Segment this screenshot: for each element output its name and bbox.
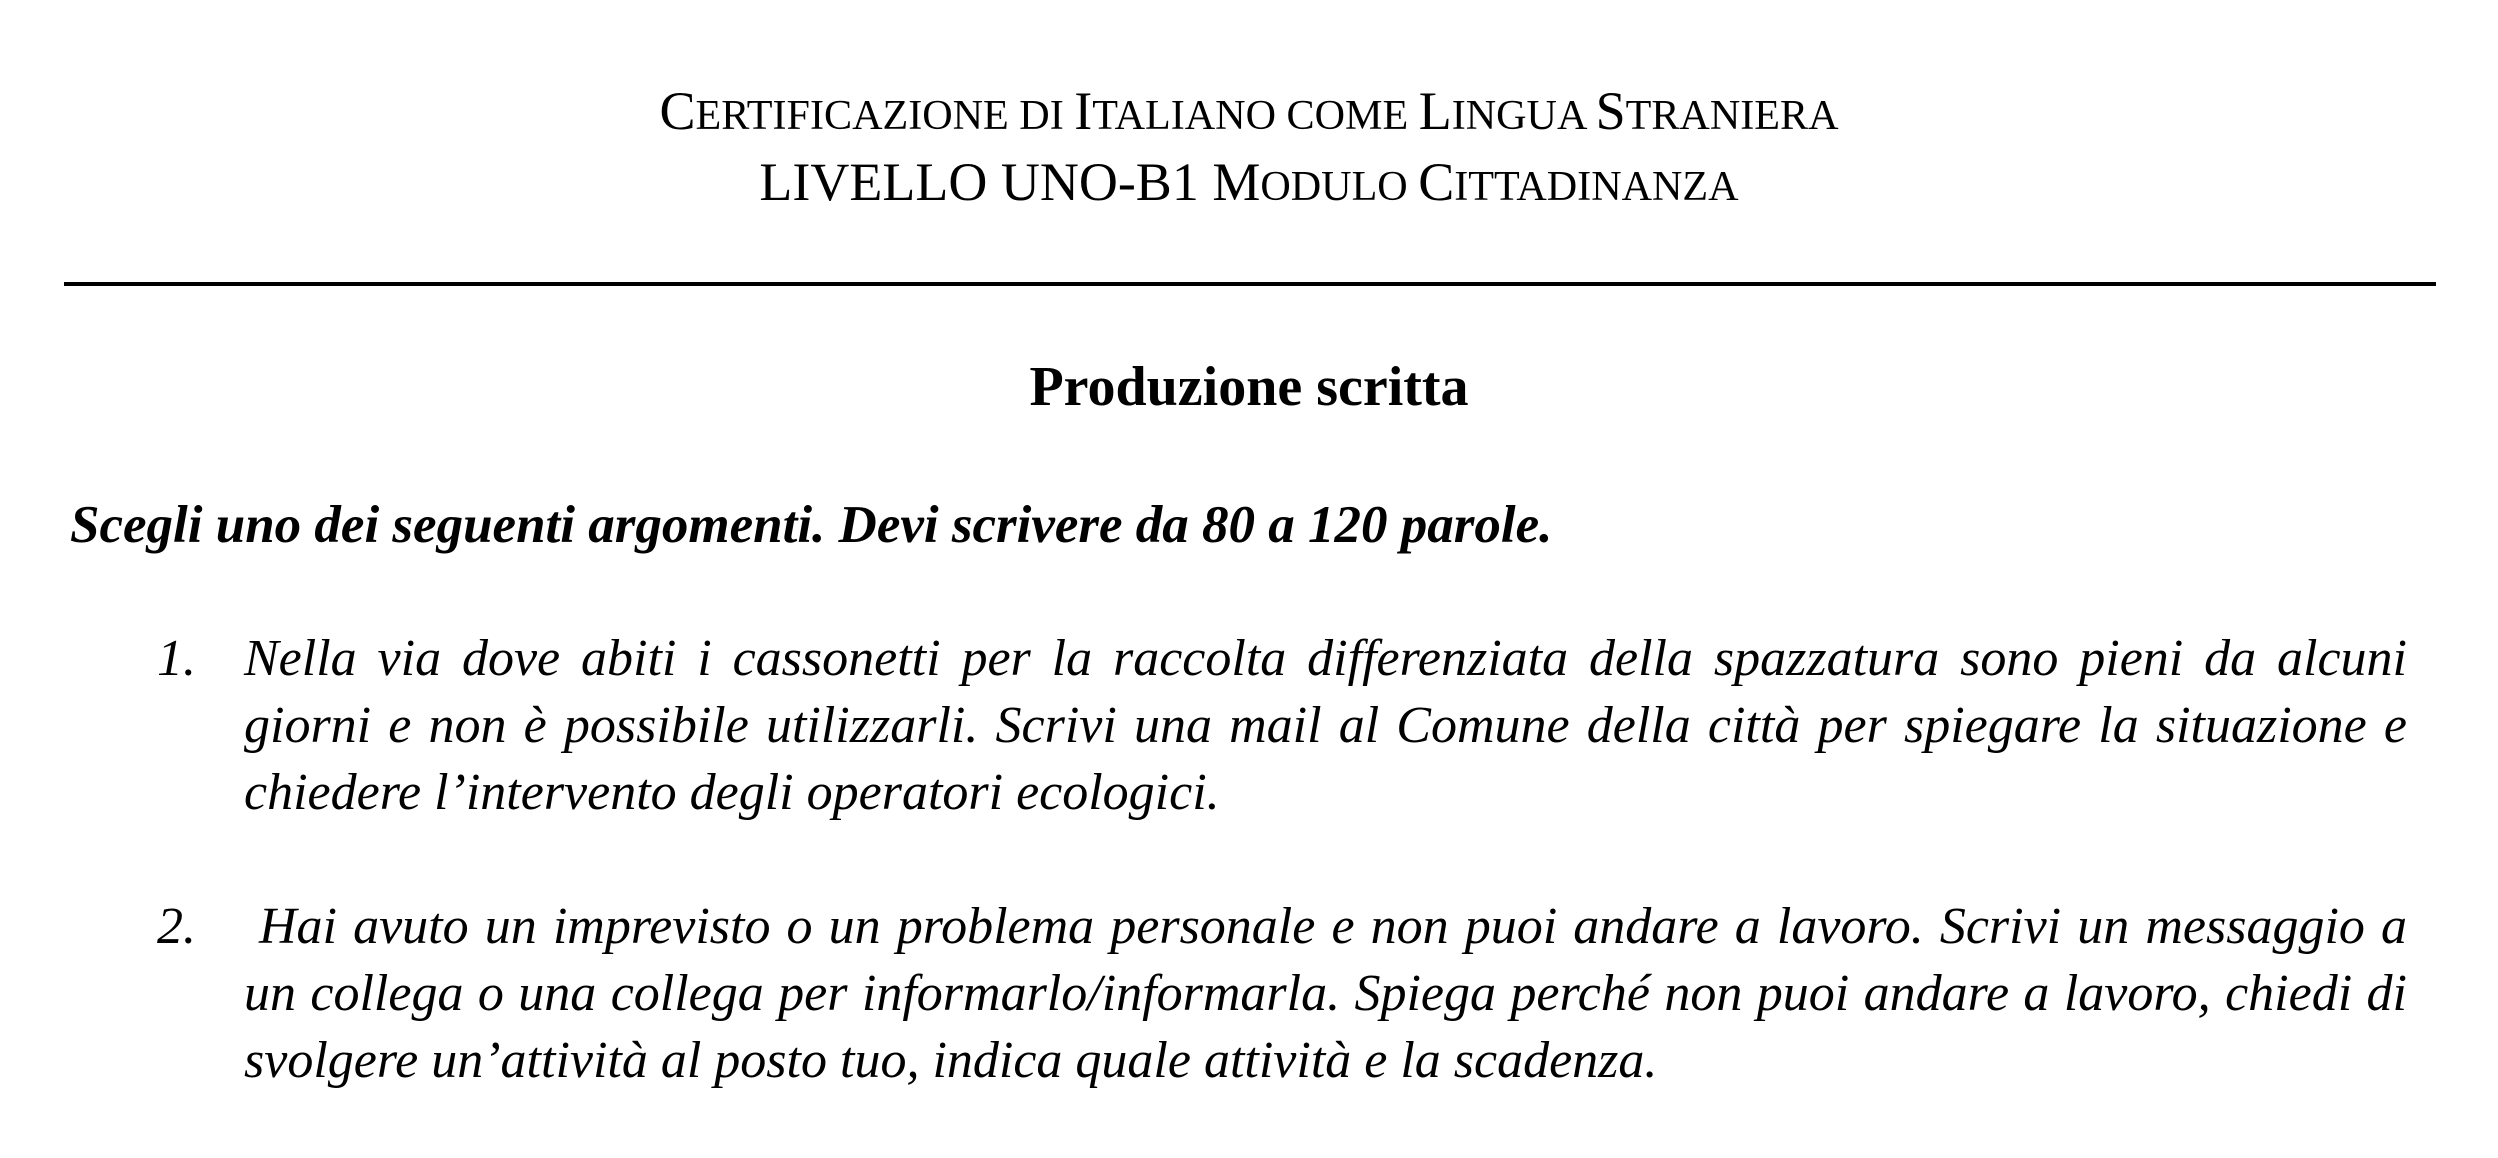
task-number: 1. bbox=[157, 630, 196, 687]
task-item bbox=[157, 893, 2407, 1094]
task-text: Hai avuto un imprevisto o un problema personale e non puoi andare a lavoro. Scrivi un messaggio a un collega o una collega per informarlo/informarla. Spiega perché non puoi andare a lavoro, chiedi di svolgere un’attività al posto tuo, indica quale attività e la scadenza. bbox=[244, 898, 2407, 1089]
task-text: Nella via dove abiti i cassonetti per la raccolta differenziata della spazzatura sono pieni da alcuni giorni e non è possibile utilizzarli. Scrivi una mail al Comune della città per spiegare la situazione e chiedere l’intervento degli operatori ecologici. bbox=[244, 630, 2407, 821]
header-module-text: MODULO CITTADINANZA bbox=[1212, 152, 1739, 212]
header-level-text: LIVELLO UNO-B1 bbox=[759, 152, 1199, 212]
document-header bbox=[0, 78, 2498, 220]
header-divider bbox=[64, 282, 2436, 286]
task-number: 2. bbox=[157, 898, 196, 955]
instructions-text: Scegli uno dei seguenti argomenti. Devi scrivere da 80 a 120 parole. bbox=[70, 496, 1553, 554]
header-level-module bbox=[0, 149, 2498, 220]
task-item bbox=[157, 625, 2407, 826]
header-certification-title bbox=[0, 78, 2498, 149]
section-title: Produzione scritta bbox=[1029, 356, 1469, 418]
header-line-1-text: CERTIFICAZIONE DI ITALIANO COME LINGUA STRANIERA bbox=[659, 81, 1839, 141]
